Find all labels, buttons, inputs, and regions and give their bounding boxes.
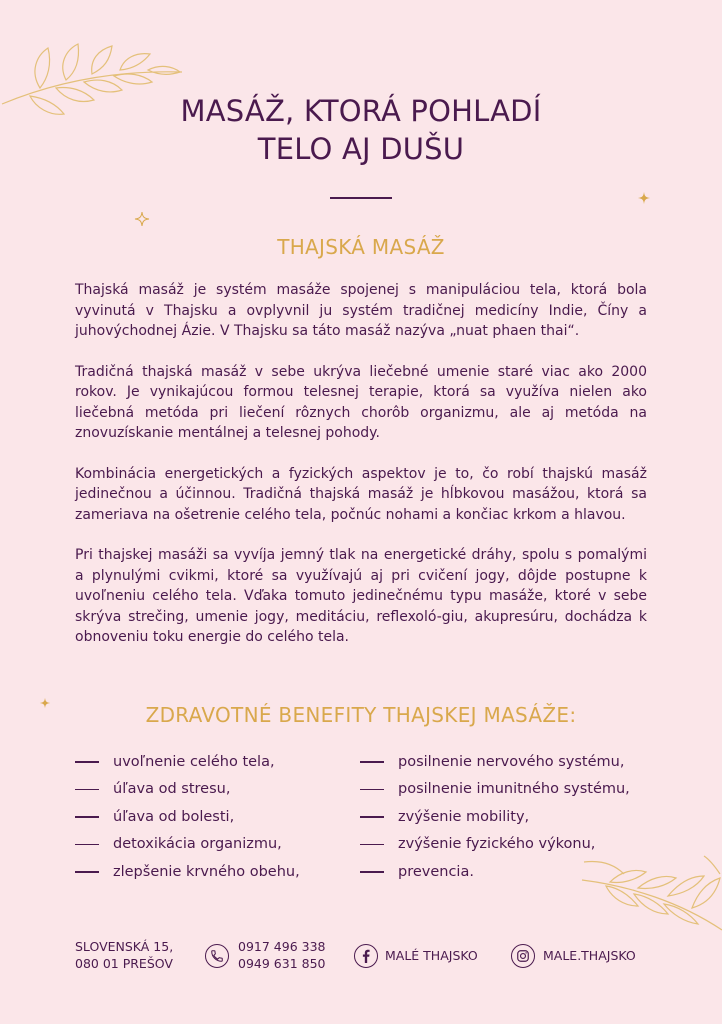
- page-title-line-1: MASÁŽ, KTORÁ POHLADÍ: [180, 94, 542, 128]
- address-city: 080 01 PREŠOV: [75, 956, 173, 971]
- dash-icon: [360, 844, 384, 846]
- facebook-icon[interactable]: [354, 944, 378, 968]
- benefit-label: úľava od stresu,: [113, 781, 231, 798]
- dash-icon: [75, 844, 99, 846]
- benefit-item: [75, 748, 360, 776]
- title-divider: [330, 197, 392, 199]
- paragraph-1: Thajská masáž je systém masáže spojenej s manipuláciou tela, ktorá bola vyvinutá v Thajsku a ovplyvnil ju systém tradičnej medicíny Indie, Číny a juhovýchodnej Ázie. V Thajsku sa táto masáž nazýva „nuat phaen thai“.: [75, 282, 647, 339]
- dash-icon: [75, 816, 99, 818]
- benefit-item: [360, 776, 660, 804]
- benefit-label: zvýšenie fyzického výkonu,: [398, 836, 596, 853]
- dash-icon: [360, 789, 384, 791]
- benefit-item: [360, 858, 660, 886]
- benefit-item: [75, 803, 360, 831]
- benefit-item: [75, 831, 360, 859]
- phone-numbers: [238, 938, 325, 972]
- page-title-line-2: TELO AJ DUŠU: [257, 132, 465, 166]
- sparkle-outline-icon: [134, 211, 150, 227]
- benefit-item: [360, 748, 660, 776]
- dash-icon: [360, 871, 384, 873]
- benefit-label: detoxikácia organizmu,: [113, 836, 282, 853]
- benefits-list: [75, 748, 675, 886]
- benefit-item: [360, 831, 660, 859]
- sparkle-filled-icon: [637, 191, 651, 205]
- benefit-label: posilnenie nervového systému,: [398, 753, 625, 770]
- address: [75, 938, 173, 972]
- phone-number-2[interactable]: 0949 631 850: [238, 956, 326, 971]
- benefits-column-right: [360, 748, 660, 886]
- benefit-item: [75, 776, 360, 804]
- instagram-link[interactable]: MALE.THAJSKO: [543, 948, 636, 963]
- paragraph-2: Tradičná thajská masáž v sebe ukrýva liečebné umenie staré viac ako 2000 rokov. Je vynikajúcou formou telesnej terapie, ktorá sa využíva nielen ako liečebná metóda pri liečení rôznych chorôb organizmu, ale aj metóda na znovuzískanie mentálnej a telesnej pohody.: [75, 363, 647, 441]
- facebook-link[interactable]: MALÉ THAJSKO: [385, 948, 478, 963]
- benefit-item: [360, 803, 660, 831]
- section-heading-thai-massage: THAJSKÁ MASÁŽ: [277, 235, 445, 259]
- benefit-label: úľava od bolesti,: [113, 808, 235, 825]
- thai-massage-description: [75, 280, 647, 668]
- benefits-column-left: [75, 748, 360, 886]
- benefit-label: zvýšenie mobility,: [398, 808, 530, 825]
- benefit-label: prevencia.: [398, 863, 474, 880]
- dash-icon: [75, 871, 99, 873]
- dash-icon: [75, 789, 99, 791]
- dash-icon: [75, 761, 99, 763]
- instagram-icon[interactable]: [511, 944, 535, 968]
- benefit-item: [75, 858, 360, 886]
- phone-number-1[interactable]: 0917 496 338: [238, 939, 326, 954]
- benefit-label: posilnenie imunitného systému,: [398, 781, 630, 798]
- address-street: SLOVENSKÁ 15,: [75, 939, 174, 954]
- benefit-label: uvoľnenie celého tela,: [113, 753, 275, 770]
- phone-icon: [205, 944, 229, 968]
- section-heading-benefits: ZDRAVOTNÉ BENEFITY THAJSKEJ MASÁŽE:: [145, 703, 577, 727]
- paragraph-4: Pri thajskej masáži sa vyvíja jemný tlak na energetické dráhy, spolu s pomalými a plynulými cvikmi, ktoré sa využívajú aj pri cvičení jogy, dôjde postupne k uvoľneniu celého tela. Vďaka tomuto jedinečnému typu masáže, ktoré v sebe skrýva strečing, umenie jogy, meditáciu, reflexoló-giu, akupresúru, dochádza k obnoveniu toku energie do celého tela.: [75, 547, 647, 645]
- contact-footer: [75, 938, 655, 978]
- dash-icon: [360, 761, 384, 763]
- page-title: [0, 92, 722, 168]
- paragraph-3: Kombinácia energetických a fyzických aspektov je to, čo robí thajskú masáž jedinečnou a účinnou. Tradičná thajská masáž je hĺbkovou masážou, ktorá sa zameriava na ošetrenie celého tela, počnúc nohami a končiac krkom a hlavou.: [75, 465, 647, 523]
- dash-icon: [360, 816, 384, 818]
- benefit-label: zlepšenie krvného obehu,: [113, 863, 300, 880]
